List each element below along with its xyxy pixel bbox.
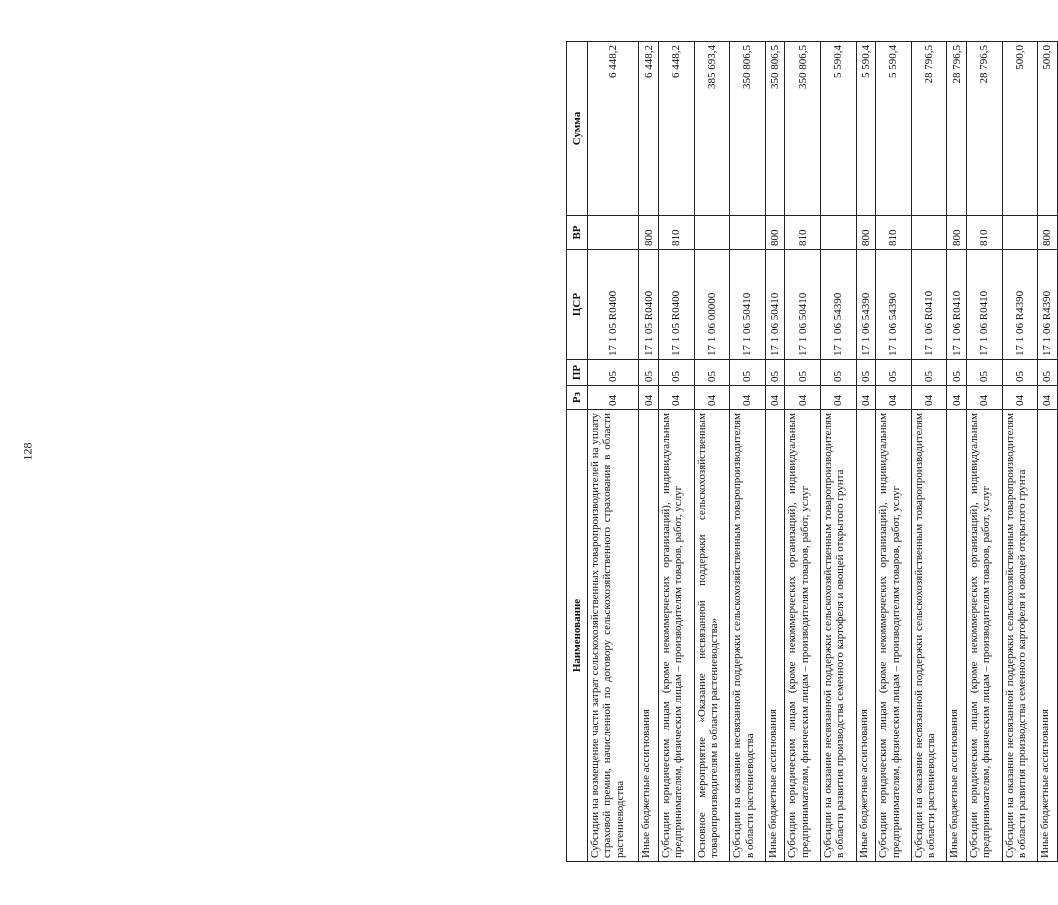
table-row — [659, 42, 695, 862]
cell-csr: 17 1 06 54390 — [821, 250, 857, 360]
cell-vr: 800 — [1038, 216, 1058, 250]
cell-name: Субсидии юридическим лицам (кроме некоммерческих организаций), индивидуальным предпринимателям, физическим лицам – производителям товаров, работ, услуг — [967, 410, 1003, 862]
cell-rz: 04 — [765, 386, 785, 410]
table-row — [588, 42, 639, 862]
cell-vr: 810 — [967, 216, 1003, 250]
cell-sum: 6 448,2 — [639, 42, 659, 216]
cell-vr — [730, 216, 766, 250]
header-csr: ЦСР — [567, 250, 588, 360]
cell-sum: 28 796,5 — [911, 42, 947, 216]
cell-name: Иные бюджетные ассигнования — [856, 410, 876, 862]
table-row — [694, 42, 730, 862]
cell-pr: 05 — [876, 360, 912, 386]
cell-name: Иные бюджетные ассигнования — [1038, 410, 1058, 862]
cell-rz: 04 — [1002, 386, 1038, 410]
cell-vr: 810 — [876, 216, 912, 250]
cell-sum: 500,0 — [1038, 42, 1058, 216]
cell-csr: 17 1 06 54390 — [856, 250, 876, 360]
header-rz: Рз — [567, 386, 588, 410]
cell-name: Субсидии юридическим лицам (кроме некоммерческих организаций), индивидуальным предпринимателям, физическим лицам – производителям товаров, работ, услуг — [876, 410, 912, 862]
cell-vr — [694, 216, 730, 250]
cell-vr: 810 — [785, 216, 821, 250]
cell-pr: 05 — [694, 360, 730, 386]
cell-csr: 17 1 06 R0410 — [967, 250, 1003, 360]
cell-csr: 17 1 05 R0400 — [639, 250, 659, 360]
cell-sum: 6 448,2 — [588, 42, 639, 216]
cell-sum: 350 806,5 — [730, 42, 766, 216]
cell-name: Субсидии на оказание несвязанной поддержки сельскохозяйственным товаропроизводителям в области растениеводства — [730, 410, 766, 862]
cell-rz: 04 — [1038, 386, 1058, 410]
table-row — [967, 42, 1003, 862]
header-pr: ПР — [567, 360, 588, 386]
cell-rz: 04 — [876, 386, 912, 410]
cell-csr: 17 1 05 R0400 — [659, 250, 695, 360]
page-number: 128 — [20, 442, 35, 461]
cell-rz: 04 — [588, 386, 639, 410]
header-sum: Сумма — [567, 42, 588, 216]
cell-csr: 17 1 06 R4390 — [1002, 250, 1038, 360]
header-vr: ВР — [567, 216, 588, 250]
cell-rz: 04 — [967, 386, 1003, 410]
table-row — [911, 42, 947, 862]
cell-csr: 17 1 06 R0410 — [911, 250, 947, 360]
table-header-row — [567, 42, 588, 862]
cell-csr: 17 1 06 50410 — [785, 250, 821, 360]
table-row — [785, 42, 821, 862]
cell-rz: 04 — [785, 386, 821, 410]
cell-rz: 04 — [730, 386, 766, 410]
cell-sum: 500,0 — [1002, 42, 1038, 216]
cell-vr — [588, 216, 639, 250]
cell-rz: 04 — [947, 386, 967, 410]
cell-pr: 05 — [967, 360, 1003, 386]
cell-pr: 05 — [659, 360, 695, 386]
cell-name: Субсидии на оказание несвязанной поддержки сельскохозяйственным товаропроизводителям в области растениеводства — [911, 410, 947, 862]
cell-name: Субсидии на оказание несвязанной поддержки сельскохозяйственным товаропроизводителям в области развития производства семенного картофеля и овощей открытого грунта — [821, 410, 857, 862]
table-row — [947, 42, 967, 862]
cell-pr: 05 — [588, 360, 639, 386]
cell-rz: 04 — [639, 386, 659, 410]
cell-vr: 800 — [639, 216, 659, 250]
cell-csr: 17 1 06 R0410 — [947, 250, 967, 360]
cell-rz: 04 — [911, 386, 947, 410]
cell-pr: 05 — [730, 360, 766, 386]
cell-sum: 350 806,5 — [785, 42, 821, 216]
cell-csr: 17 1 06 50410 — [765, 250, 785, 360]
cell-pr: 05 — [856, 360, 876, 386]
cell-name: Иные бюджетные ассигнования — [947, 410, 967, 862]
rotated-table-container — [566, 42, 1058, 862]
cell-vr: 800 — [856, 216, 876, 250]
table-row — [765, 42, 785, 862]
cell-sum: 28 796,5 — [947, 42, 967, 216]
cell-vr — [821, 216, 857, 250]
cell-sum: 5 590,4 — [821, 42, 857, 216]
cell-csr: 17 1 06 50410 — [730, 250, 766, 360]
cell-vr — [911, 216, 947, 250]
table-row — [730, 42, 766, 862]
cell-name: Субсидии юридическим лицам (кроме некоммерческих организаций), индивидуальным предпринимателям, физическим лицам – производителям товаров, работ, услуг — [785, 410, 821, 862]
cell-vr: 810 — [659, 216, 695, 250]
cell-rz: 04 — [856, 386, 876, 410]
cell-sum: 6 448,2 — [659, 42, 695, 216]
table-row — [856, 42, 876, 862]
cell-csr: 17 1 05 R0400 — [588, 250, 639, 360]
header-name: Наименование — [567, 410, 588, 862]
cell-rz: 04 — [694, 386, 730, 410]
cell-vr: 800 — [947, 216, 967, 250]
cell-pr: 05 — [785, 360, 821, 386]
cell-csr: 17 1 06 00000 — [694, 250, 730, 360]
cell-pr: 05 — [765, 360, 785, 386]
cell-pr: 05 — [947, 360, 967, 386]
cell-csr: 17 1 06 R4390 — [1038, 250, 1058, 360]
table-row — [1002, 42, 1038, 862]
cell-name: Иные бюджетные ассигнования — [765, 410, 785, 862]
cell-pr: 05 — [911, 360, 947, 386]
cell-rz: 04 — [659, 386, 695, 410]
cell-name: Субсидии на оказание несвязанной поддержки сельскохозяйственным товаропроизводителям в области развития производства семенного картофеля и овощей открытого грунта — [1002, 410, 1038, 862]
cell-sum: 350 806,5 — [765, 42, 785, 216]
table-row — [876, 42, 912, 862]
table-row — [639, 42, 659, 862]
cell-pr: 05 — [1038, 360, 1058, 386]
cell-csr: 17 1 06 54390 — [876, 250, 912, 360]
cell-name: Субсидии на возмещение части затрат сельскохозяйственных товаропроизводителей на уплату страховой премии, начисленной по договору сельскохозяйственного страхования в области растениеводства — [588, 410, 639, 862]
cell-rz: 04 — [821, 386, 857, 410]
cell-sum: 5 590,4 — [876, 42, 912, 216]
cell-name: Иные бюджетные ассигнования — [639, 410, 659, 862]
cell-name: Основное мероприятие «Оказание несвязанной поддержки сельскохозяйственным товаропроизводителям в области растениеводства» — [694, 410, 730, 862]
cell-pr: 05 — [821, 360, 857, 386]
cell-sum: 5 590,4 — [856, 42, 876, 216]
table-row — [1038, 42, 1058, 862]
cell-pr: 05 — [639, 360, 659, 386]
cell-name: Субсидии юридическим лицам (кроме некоммерческих организаций), индивидуальным предпринимателям, физическим лицам – производителям товаров, работ, услуг — [659, 410, 695, 862]
cell-vr: 800 — [765, 216, 785, 250]
cell-sum: 28 796,5 — [967, 42, 1003, 216]
cell-sum: 385 693,4 — [694, 42, 730, 216]
budget-table — [566, 41, 1058, 862]
cell-vr — [1002, 216, 1038, 250]
cell-pr: 05 — [1002, 360, 1038, 386]
table-row — [821, 42, 857, 862]
